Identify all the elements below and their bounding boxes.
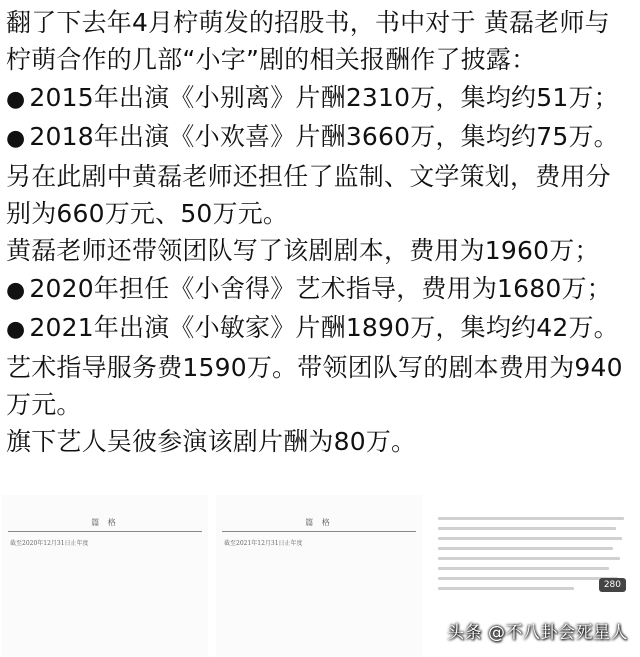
item-2015 (6, 79, 634, 118)
table-header (222, 551, 416, 579)
article-text (6, 4, 634, 461)
table-row (8, 579, 202, 591)
text-line (438, 547, 613, 550)
text-line (438, 527, 616, 530)
page-number-badge: 280 (599, 578, 626, 592)
item-2020-text: 2020年担任《小舍得》艺术指导，费用为1680万； (29, 273, 612, 303)
intro-paragraph: 翻了下去年4月柠萌发的招股书，书中对于 黄磊老师与柠萌合作的几部“小字”剧的相关报酬作了披露： (6, 8, 610, 75)
table-header (8, 551, 202, 579)
item-2015-text: 2015年出演《小别离》片酬2310万，集均约51万； (29, 82, 619, 112)
table-row (222, 579, 416, 591)
scan-left-table (8, 551, 202, 615)
scan-middle-title: 篇 格 (305, 518, 333, 527)
text-line (438, 587, 574, 590)
prospectus-scan-middle (216, 495, 422, 657)
item-2020 (6, 270, 634, 309)
closing-line: 旗下艺人吴彼参演该剧片酬为80万。 (6, 427, 417, 457)
text-line (438, 577, 618, 580)
scan-middle-table (222, 551, 416, 615)
item-2018 (6, 118, 634, 232)
scan-left-subtitle: 截至2020年12月31日止年度 (10, 540, 89, 547)
script-note: 黄磊老师还带领团队写了该剧剧本，费用为1960万； (6, 236, 600, 266)
text-line (438, 517, 624, 520)
bullet-icon: ● (6, 86, 26, 112)
text-line (438, 567, 609, 570)
item-2021 (6, 309, 634, 423)
bullet-icon: ● (6, 126, 26, 152)
bullet-icon: ● (6, 317, 26, 343)
prospectus-scan-left (2, 495, 208, 657)
scan-right-text-block (430, 495, 640, 590)
scan-left-title: 篇 格 (91, 518, 119, 527)
item-2018-text: 2018年出演《小欢喜》片酬3660万，集均约75万。另在此剧中黄磊老师还担任了监制、文学策划，费用分别为660万元、50万元。 (6, 122, 619, 229)
table-row (8, 603, 202, 615)
item-2021-text: 2021年出演《小敏家》片酬1890万，集均约42万。艺术指导服务费1590万。带领团队写的剧本费用为940万元。 (6, 313, 623, 420)
bullet-icon: ● (6, 277, 26, 303)
text-line (438, 557, 620, 560)
table-row (222, 603, 416, 615)
watermark: 头条 @不八卦会死星人 (447, 623, 628, 643)
table-row (222, 591, 416, 603)
table-row (8, 591, 202, 603)
scan-middle-subtitle: 截至2021年12月31日止年度 (224, 540, 303, 547)
text-line (438, 537, 622, 540)
divider (222, 531, 416, 532)
divider (8, 531, 202, 532)
